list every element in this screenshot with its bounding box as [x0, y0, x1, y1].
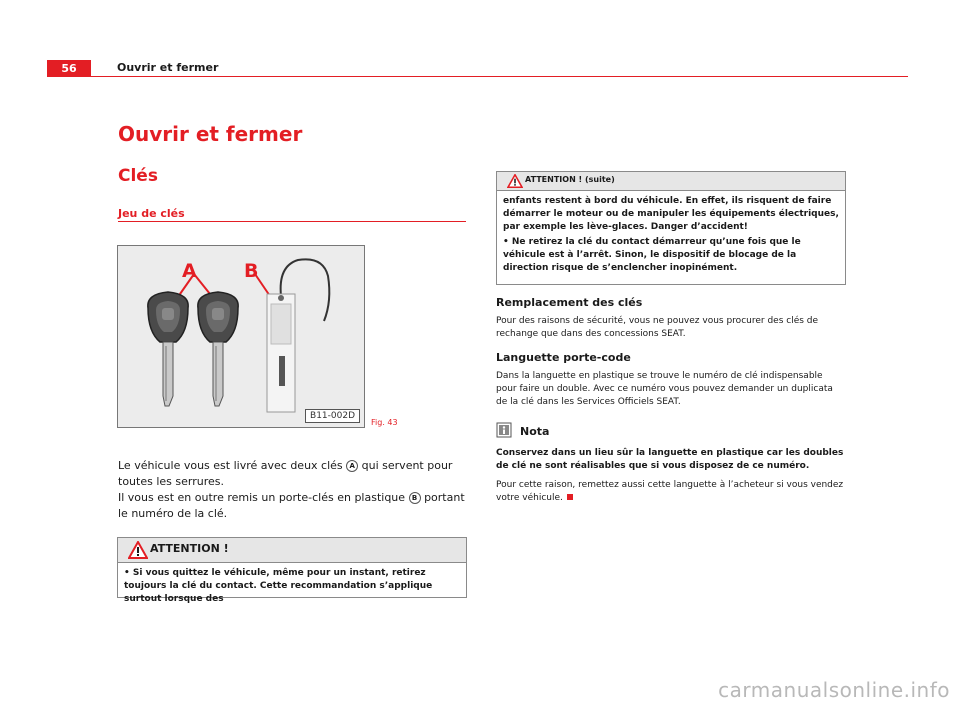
note-heading: Nota	[520, 425, 550, 438]
note-text: Pour cette raison, remettez aussi cette languette à l’acheteur si vous vendez votre véhicule.	[496, 480, 844, 503]
keys-figure	[117, 245, 365, 428]
warning-icon	[507, 174, 523, 188]
para1-text-before: Le véhicule vous est livré avec deux clés	[118, 459, 343, 472]
replacement-heading: Remplacement des clés	[496, 296, 643, 309]
tag-heading: Languette porte-code	[496, 351, 631, 364]
warning-title: ATTENTION !	[150, 542, 229, 555]
figure-label-a: A	[182, 260, 197, 282]
header-rule	[47, 76, 908, 77]
subsection-rule	[118, 221, 466, 222]
para2-text-after: portant le numéro de la clé.	[118, 491, 465, 520]
para1-text-after: qui servent pour toutes les serrures.	[118, 459, 453, 488]
marker-a: A	[346, 460, 358, 472]
note-icon	[496, 422, 512, 438]
header-title: Ouvrir et fermer	[117, 61, 219, 74]
warning-continued-title: ATTENTION ! (suite)	[525, 175, 615, 184]
section-title: Clés	[118, 166, 158, 186]
page-title: Ouvrir et fermer	[118, 122, 303, 146]
note-text-block	[496, 479, 846, 505]
figure-caption: Fig. 43	[371, 418, 398, 427]
warning-continued-header	[497, 172, 845, 191]
paragraph-keys	[118, 458, 468, 490]
subsection-title: Jeu de clés	[118, 207, 185, 220]
warning-icon	[128, 541, 148, 559]
replacement-text: Pour des raisons de sécurité, vous ne pouvez vous procurer des clés de rechange que dans des concessions SEAT.	[496, 316, 819, 339]
warning-box-left	[117, 537, 467, 604]
warning-box-right	[496, 171, 846, 285]
end-of-section-mark	[567, 494, 573, 500]
tag-text: Dans la languette en plastique se trouve le numéro de clé indispensable pour faire un double. Avec ce numéro vous pouvez demander un duplicata de la clé dans les Services Officiels SEAT.	[496, 371, 833, 407]
key-1	[148, 292, 188, 406]
note-bold-text: Conservez dans un lieu sûr la languette en plastique car les doubles de clé ne sont réalisables que si vous disposez de ce numéro.	[496, 448, 844, 471]
marker-b: B	[409, 492, 421, 504]
page-number: 56	[47, 60, 91, 77]
warning-text: • Si vous quittez le véhicule, même pour un instant, retirez toujours la clé du contact. Cette recommandation s’applique surtout lorsque des	[124, 568, 433, 604]
figure-label-b: B	[244, 260, 259, 282]
key-2	[198, 292, 238, 406]
warning-continued-text-2: • Ne retirez la clé du contact démarreur qu’une fois que le véhicule est à l’arrêt. Sinon, le dispositif de blocage de la direction risque de s’enclencher inopinément.	[503, 237, 801, 273]
para2-text-before: Il vous est en outre remis un porte-clés en plastique	[118, 491, 406, 504]
paragraph-tag	[118, 490, 468, 522]
figure-code: B11-002D	[305, 409, 360, 423]
keys-illustration	[118, 246, 364, 427]
warning-header	[118, 538, 466, 563]
warning-continued-text-1: enfants restent à bord du véhicule. En effet, ils risquent de faire démarrer le moteur ou de manipuler les équipements électriques, par exemple les lève-glaces. Danger d’accident!	[503, 196, 839, 232]
code-tag	[267, 294, 295, 412]
watermark: carmanualsonline.info	[718, 678, 950, 702]
